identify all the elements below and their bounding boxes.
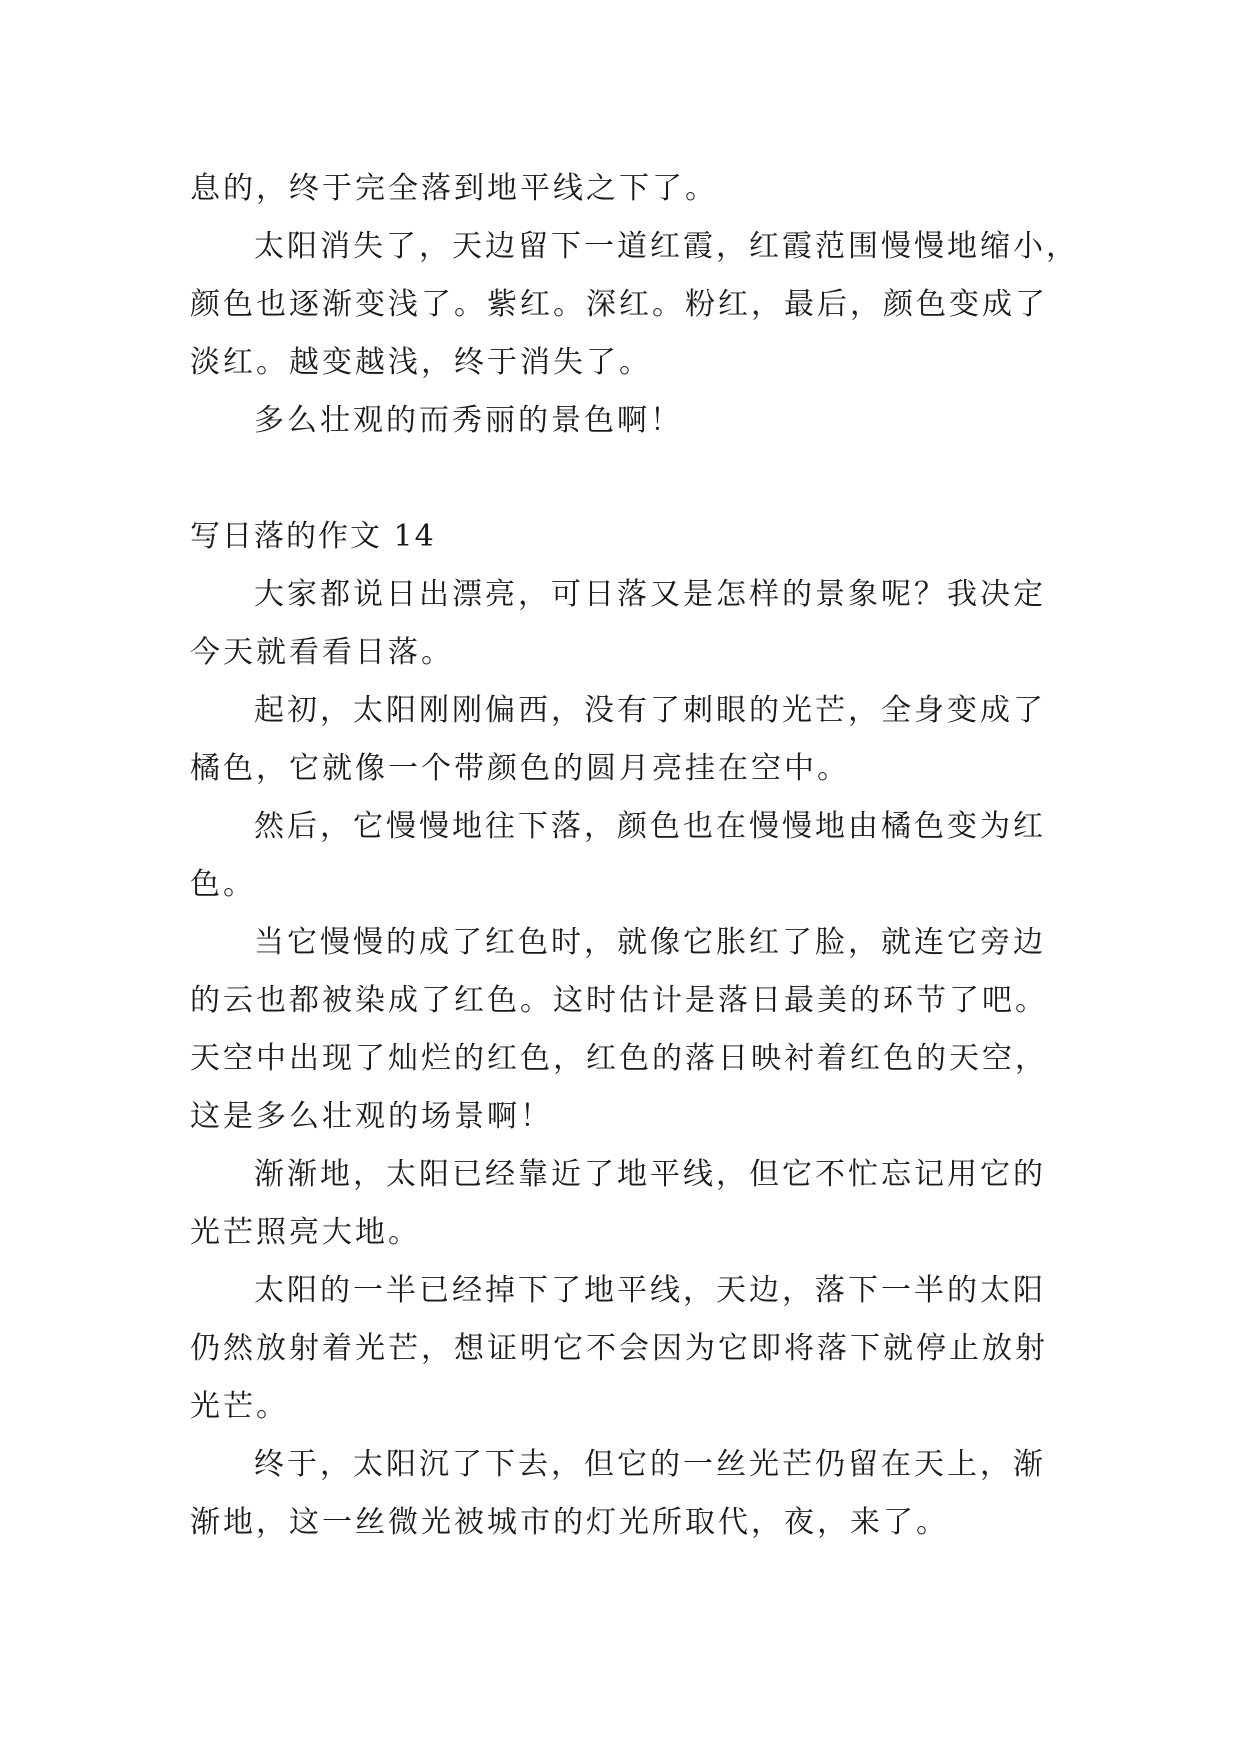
paragraph-line: 光芒照亮大地。 [190,1215,421,1250]
paragraph-line: 起初，太阳刚刚偏西，没有了刺眼的光芒，全身变成了 [254,693,1046,728]
paragraph-line: 当它慢慢的成了红色时，就像它胀红了脸，就连它旁边 [254,925,1046,960]
paragraph-line: 太阳的一半已经掉下了地平线，天边，落下一半的太阳 [254,1273,1046,1308]
paragraph-line: 然后，它慢慢地往下落，颜色也在慢慢地由橘色变为红 [254,809,1046,844]
paragraph-line: 天空中出现了灿烂的红色，红色的落日映衬着红色的天空， [190,1041,1048,1076]
paragraph-line: 光芒。 [190,1389,289,1424]
paragraph-line: 淡红。越变越浅，终于消失了。 [190,345,652,380]
section-spacer [190,450,1060,508]
paragraph-line: 渐渐地，太阳已经靠近了地平线，但它不忙忘记用它的 [254,1157,1046,1192]
paragraph-line: 渐地，这一丝微光被城市的灯光所取代，夜，来了。 [190,1505,949,1540]
paragraph-line: 色。 [190,867,256,902]
essay-title: 写日落的作文 14 [190,519,436,554]
paragraph-line: 大家都说日出漂亮，可日落又是怎样的景象呢？我决定 [254,577,1046,612]
paragraph-line: 息的，终于完全落到地平线之下了。 [190,171,718,206]
paragraph-line: 今天就看看日落。 [190,635,454,670]
paragraph-line: 太阳消失了，天边留下一道红霞，红霞范围慢慢地缩小， [254,229,1079,264]
paragraph-line: 这是多么壮观的场景啊！ [190,1099,553,1134]
paragraph-line: 颜色也逐渐变浅了。紫红。深红。粉红，最后，颜色变成了 [190,287,1048,322]
document-body [190,160,1079,1552]
paragraph-line: 仍然放射着光芒，想证明它不会因为它即将落下就停止放射 [190,1331,1048,1366]
paragraph-line: 橘色，它就像一个带颜色的圆月亮挂在空中。 [190,751,850,786]
paragraph-line: 终于，太阳沉了下去，但它的一丝光芒仍留在天上，渐 [254,1447,1046,1482]
paragraph-line: 的云也都被染成了红色。这时估计是落日最美的环节了吧。 [190,983,1048,1018]
paragraph-line: 多么壮观的而秀丽的景色啊！ [254,403,683,438]
